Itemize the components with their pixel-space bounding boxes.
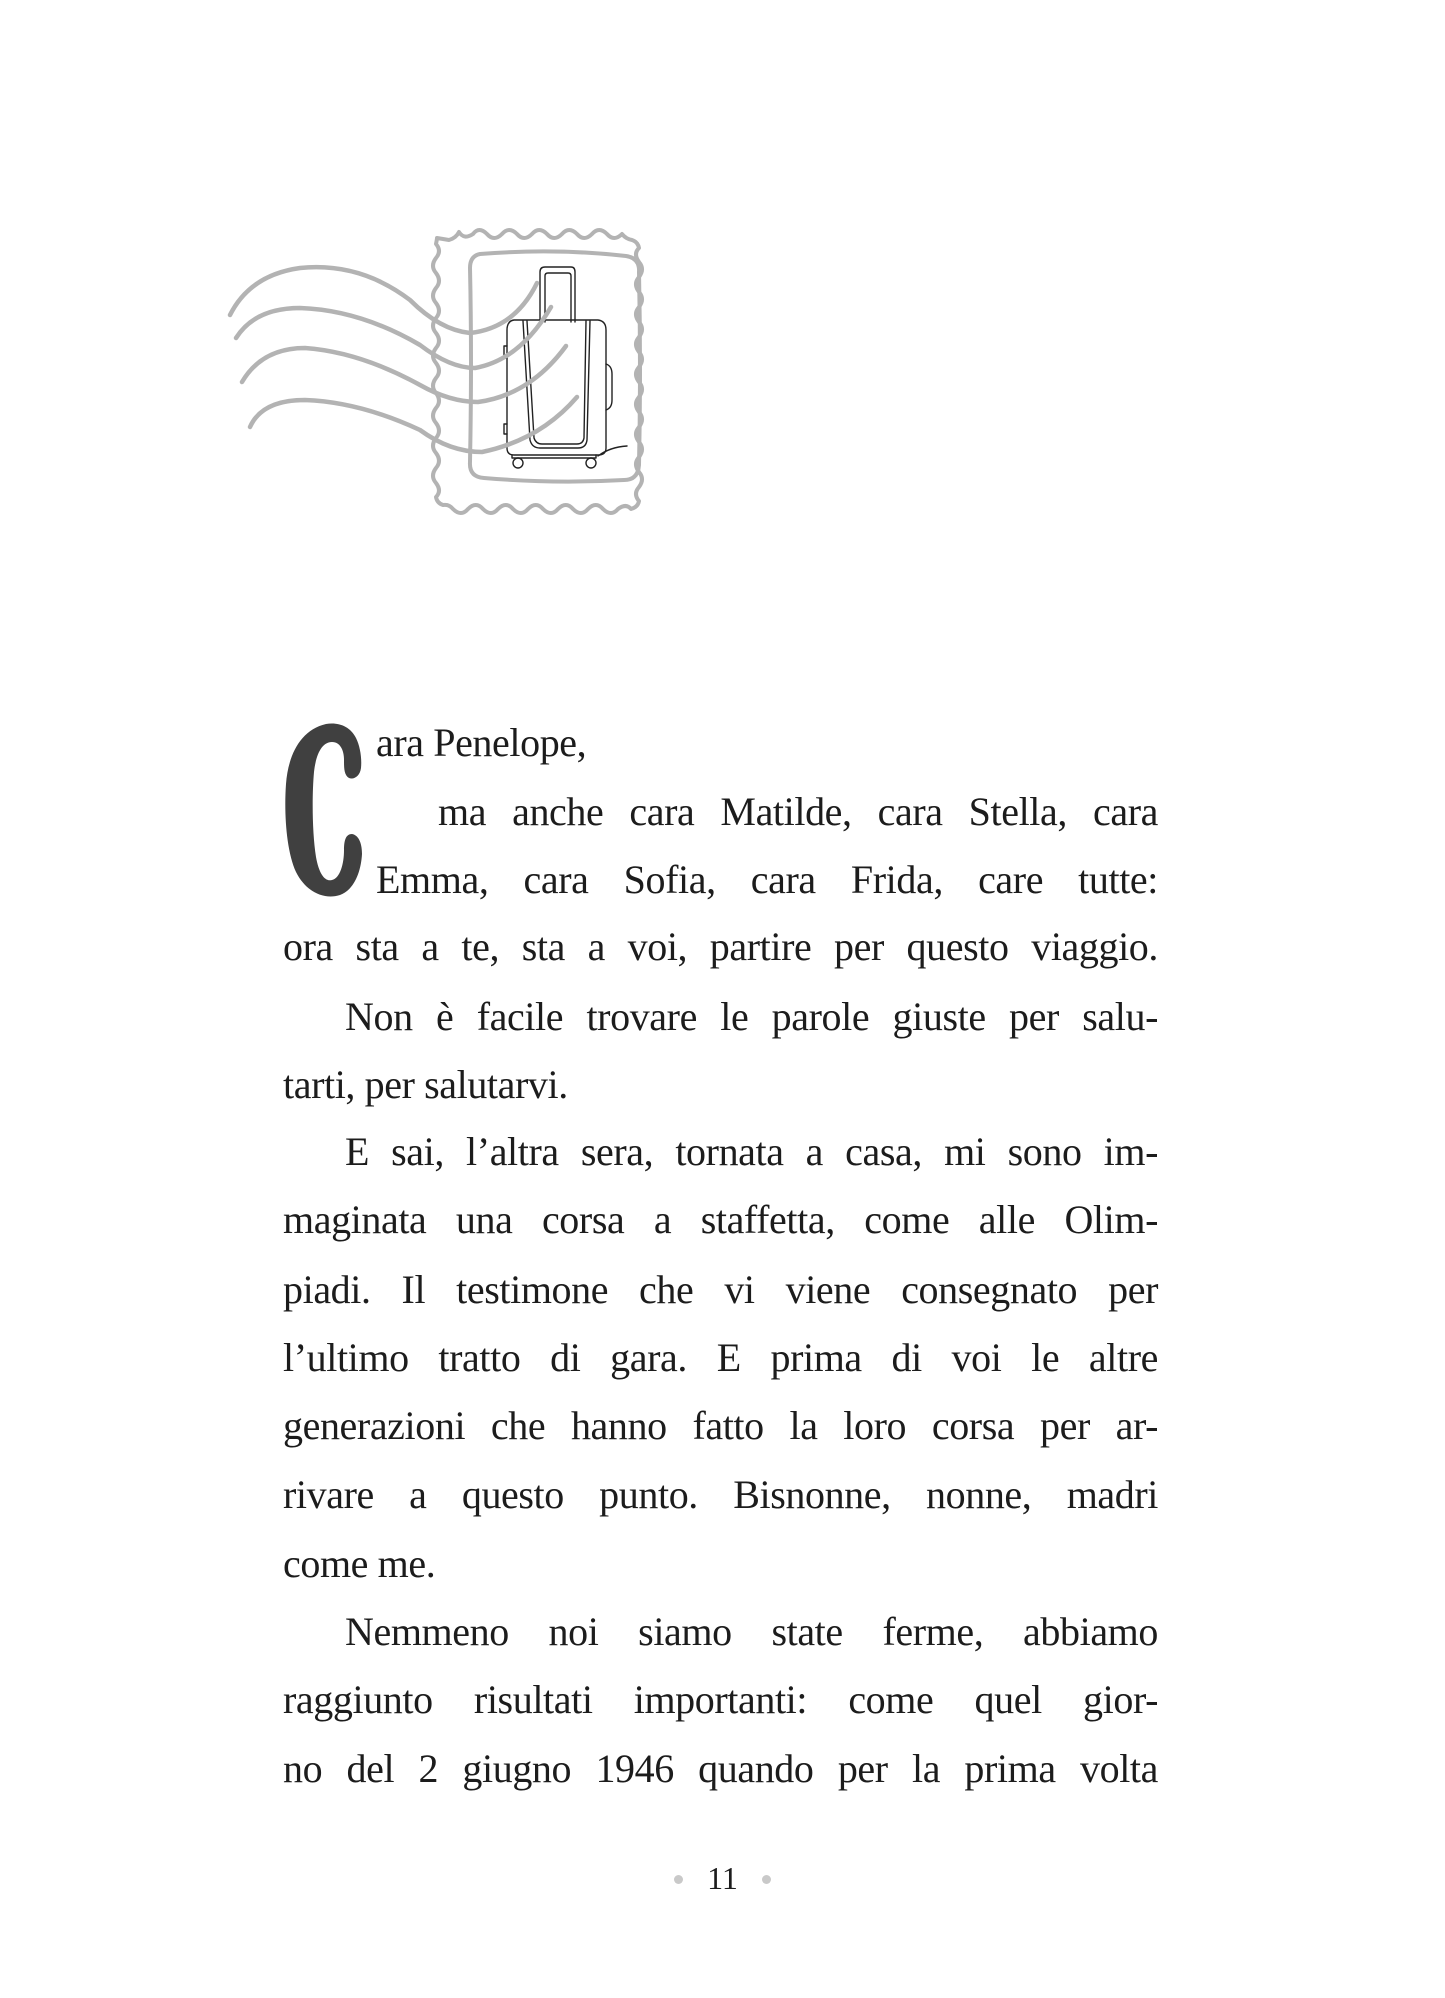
text-line: piadi. Il testimone che vi viene consegnato per [283, 1267, 1158, 1312]
text-line: ora sta a te, sta a voi, partire per questo viaggio. [283, 924, 1158, 969]
folio-dot-left-icon [674, 1875, 683, 1884]
text-line: Emma, cara Sofia, cara Frida, care tutte: [376, 857, 1158, 902]
drop-cap-letter-c [285, 724, 362, 897]
text-line: come me. [283, 1541, 436, 1586]
text-line: maginata una corsa a staffetta, come alle Olim- [283, 1197, 1158, 1242]
text-line: raggiunto risultati importanti: come quel gior- [283, 1677, 1158, 1722]
text-line: Non è facile trovare le parole giuste per salu- [345, 994, 1158, 1039]
text-line: l’ultimo tratto di gara. E prima di voi le altre [283, 1335, 1158, 1380]
postage-stamp-illustration [220, 220, 680, 520]
page-footer [0, 1858, 1445, 1898]
folio-dot-right-icon [762, 1875, 771, 1884]
page-number: 11 [707, 1860, 738, 1896]
text-line: E sai, l’altra sera, tornata a casa, mi sono im- [345, 1129, 1158, 1174]
text-line: Nemmeno noi siamo state ferme, abbiamo [345, 1609, 1158, 1654]
stamp-frame-icon [433, 230, 642, 513]
text-line: ma anche cara Matilde, cara Stella, cara [438, 789, 1158, 834]
text-line: generazioni che hanno fatto la loro corsa per ar- [283, 1403, 1158, 1448]
text-line: no del 2 giugno 1946 quando per la prima volta [283, 1746, 1158, 1791]
text-line: ara Penelope, [376, 720, 587, 765]
text-line: tarti, per salutarvi. [283, 1062, 568, 1107]
drop-cap [278, 712, 364, 902]
text-line: rivare a questo punto. Bisnonne, nonne, madri [283, 1472, 1158, 1517]
